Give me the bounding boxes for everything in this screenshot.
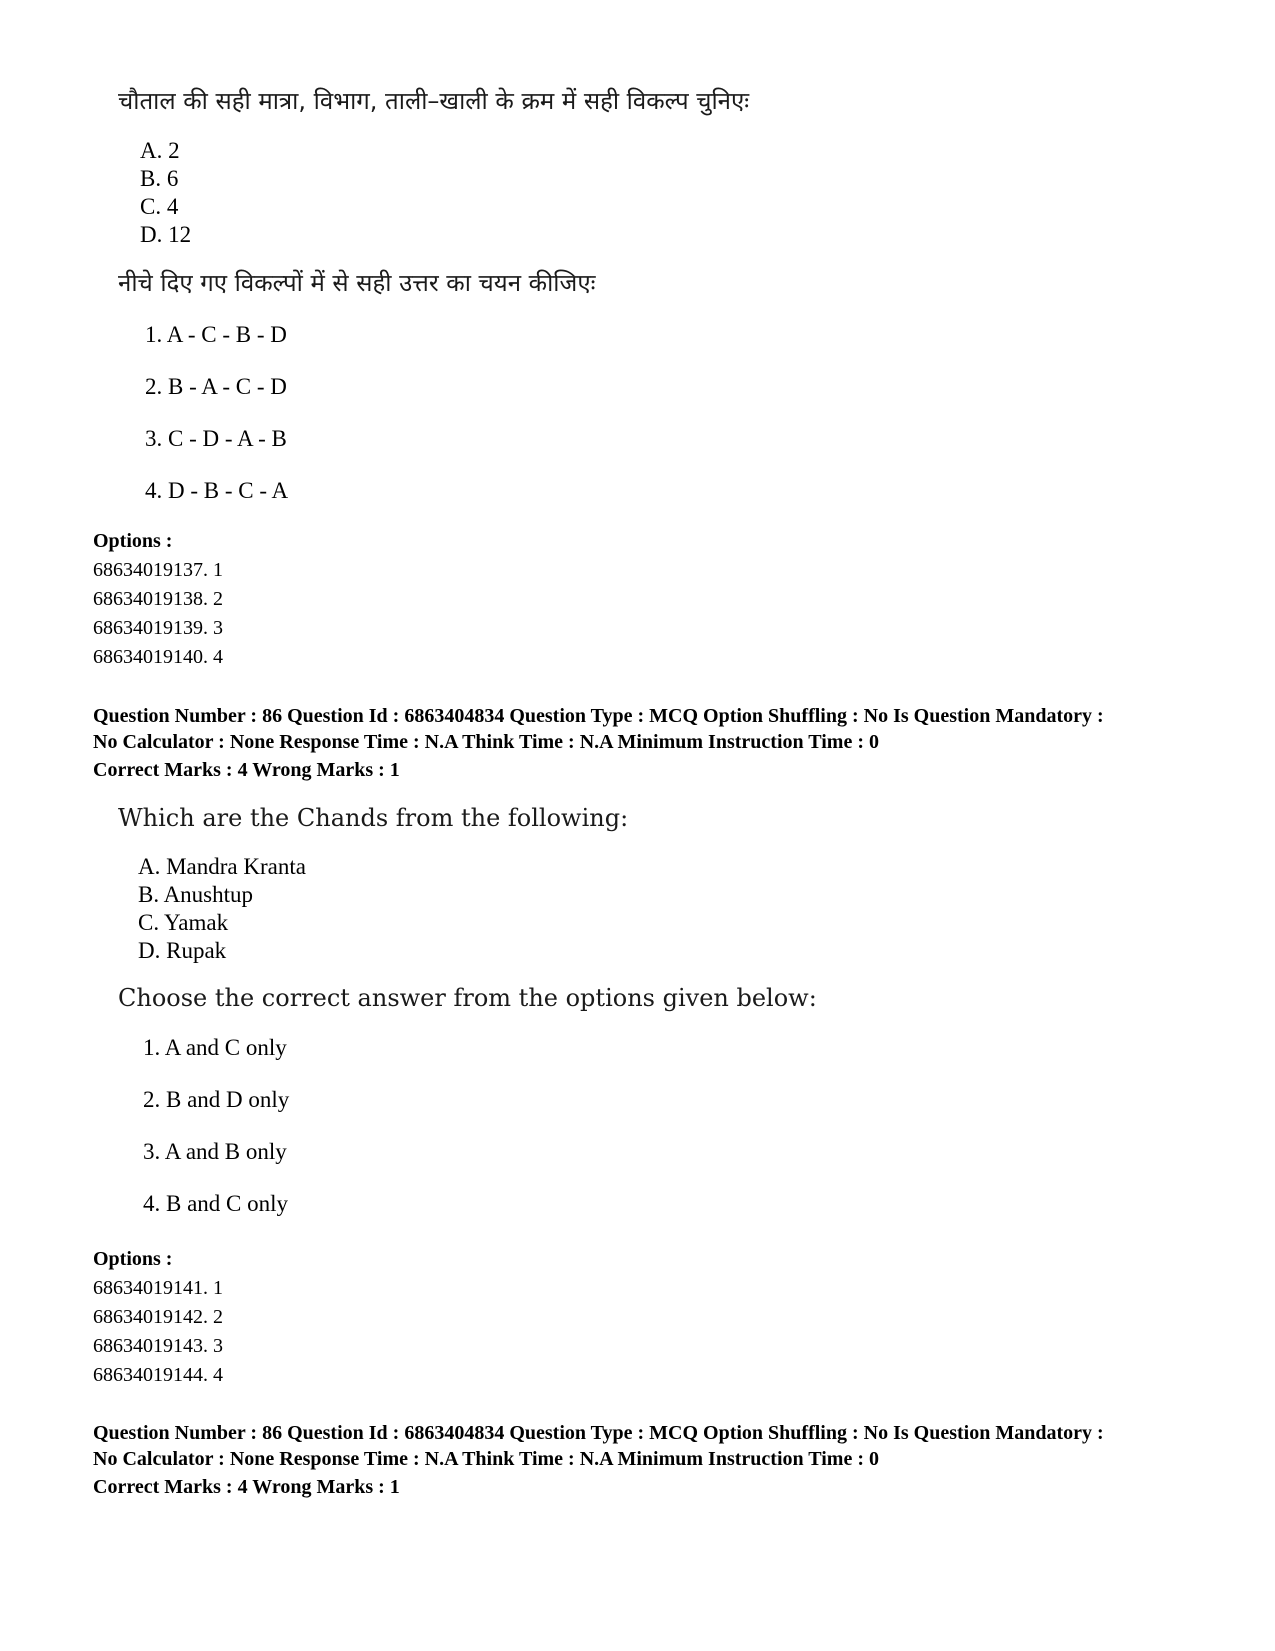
options-section-86	[93, 1245, 223, 1390]
statement-item: D. 12	[140, 222, 192, 247]
meta-line: Question Number : 86 Question Id : 6863404834 Question Type : MCQ Option Shuffling : No Is Question Mandatory :	[93, 705, 1104, 727]
options-label: Options :	[93, 530, 173, 552]
question-86-block	[118, 803, 628, 833]
question-86-meta-repeat	[93, 1420, 1104, 1500]
answer-item: 1. A and C only	[143, 1035, 287, 1060]
meta-line: No Calculator : None Response Time : N.A Think Time : N.A Minimum Instruction Time : 0	[93, 1448, 879, 1470]
answer-item: 3. C - D - A - B	[145, 426, 287, 451]
options-section-85	[93, 527, 223, 672]
statement-item: B. Anushtup	[138, 882, 254, 907]
statement-item: B. 6	[140, 166, 179, 191]
option-item: 68634019139. 3	[93, 617, 223, 639]
option-item: 68634019141. 1	[93, 1277, 223, 1299]
choose-text: नीचे दिए गए विकल्पों में से सही उत्तर का चयन कीजिएः	[118, 269, 596, 297]
answer-item: 4. B and C only	[143, 1191, 289, 1216]
choose-instruction	[118, 983, 817, 1013]
statement-item: C. 4	[140, 194, 179, 219]
question-86-meta	[93, 703, 1104, 783]
options-label: Options :	[93, 1248, 173, 1270]
statement-item: D. Rupak	[138, 938, 227, 963]
statement-list	[138, 853, 306, 965]
statement-item: A. Mandra Kranta	[138, 854, 306, 879]
meta-line: Question Number : 86 Question Id : 6863404834 Question Type : MCQ Option Shuffling : No Is Question Mandatory :	[93, 1422, 1104, 1444]
answer-item: 2. B and D only	[143, 1087, 290, 1112]
option-item: 68634019138. 2	[93, 588, 223, 610]
statement-list	[140, 137, 191, 249]
marks-line: Correct Marks : 4 Wrong Marks : 1	[93, 1476, 400, 1498]
choose-text: Choose the correct answer from the options given below:	[118, 984, 817, 1012]
option-item: 68634019143. 3	[93, 1335, 223, 1357]
question-text: चौताल की सही मात्रा, विभाग, ताली–खाली के क्रम में सही विकल्प चुनिएः	[118, 87, 750, 115]
meta-line: No Calculator : None Response Time : N.A Think Time : N.A Minimum Instruction Time : 0	[93, 731, 879, 753]
marks-line: Correct Marks : 4 Wrong Marks : 1	[93, 759, 400, 781]
answer-item: 2. B - A - C - D	[145, 374, 287, 399]
option-item: 68634019144. 4	[93, 1364, 223, 1386]
answer-item: 3. A and B only	[143, 1139, 287, 1164]
answer-list	[143, 1034, 289, 1242]
statement-item: A. 2	[140, 138, 180, 163]
option-item: 68634019142. 2	[93, 1306, 223, 1328]
question-85-block	[118, 86, 749, 116]
answer-item: 1. A - C - B - D	[145, 322, 287, 347]
option-item: 68634019140. 4	[93, 646, 223, 668]
answer-list	[145, 321, 288, 529]
answer-item: 4. D - B - C - A	[145, 478, 289, 503]
choose-instruction	[118, 268, 595, 298]
question-text: Which are the Chands from the following:	[118, 804, 629, 832]
option-item: 68634019137. 1	[93, 559, 223, 581]
statement-item: C. Yamak	[138, 910, 229, 935]
